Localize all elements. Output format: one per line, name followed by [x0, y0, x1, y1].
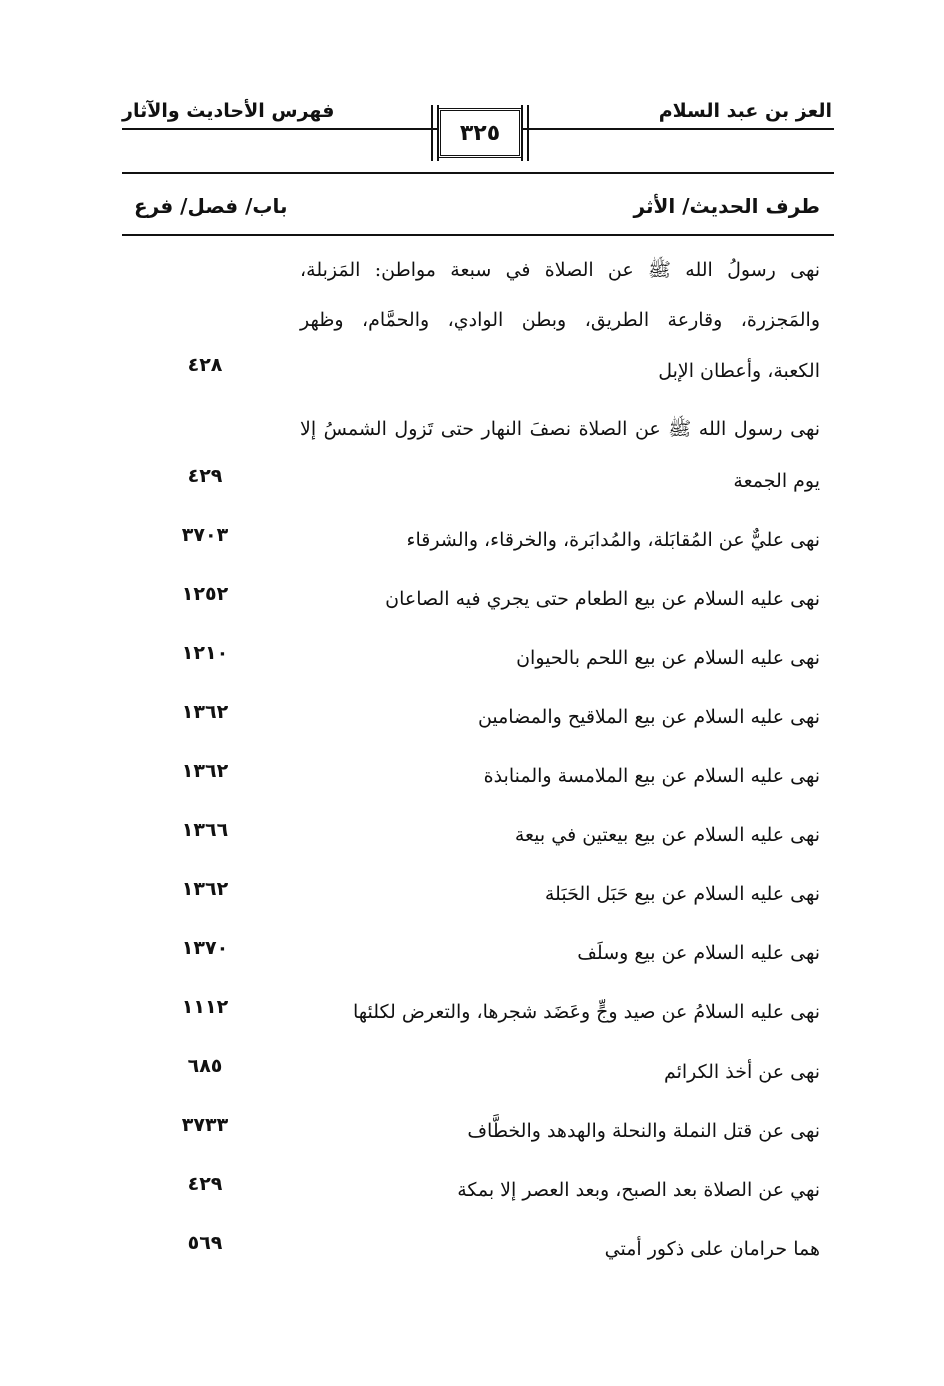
entry-line: نهى عليه السلام عن بيع الملامسة والمنابذة	[483, 765, 820, 787]
entry-line: نهى عليه السلام عن بيع الطعام حتى يجري فيه الصاعان	[385, 588, 820, 610]
entry-reference: ٤٢٩	[187, 465, 223, 487]
entry-line: نهى عليه السلام عن بيع حَبَل الحَبَلة	[544, 883, 820, 905]
column-header-rule	[122, 234, 834, 236]
entry-reference: ١٣٦٢	[181, 701, 229, 723]
entry-line: نهى عليه السلامُ عن صيد وجٍّ وعَضَد شجرها، والتعرض لكلئها	[352, 1001, 820, 1023]
entry-line: هما حرامان على ذكور أمتي	[604, 1238, 820, 1260]
entry-line: نهى عليٌّ عن المُقابَلة، والمُدابَرة، والخرقاء، والشرقاء	[406, 529, 820, 551]
entry-reference: ١٣٧٠	[181, 937, 229, 959]
entry-line: نهى عن قتل النملة والنحلة والهدهد والخطَّاف	[467, 1120, 820, 1142]
running-header-section: فهرس الأحاديث والآثار	[122, 100, 335, 122]
entry-line: نهى عليه السلام عن بيع وسلَف	[577, 942, 820, 964]
entry-line: الكعبة، وأعطان الإبل	[658, 360, 820, 382]
entry-reference: ١٣٦٦	[181, 819, 229, 841]
entry-line: نهي عن الصلاة بعد الصبح، وبعد العصر إلا بمكة	[457, 1179, 820, 1201]
entry-line: نهى عليه السلام عن بيع بيعتين في بيعة	[514, 824, 820, 846]
entry-line: نهى عليه السلام عن بيع الملاقيح والمضامين	[477, 706, 820, 728]
column-header-hadith: طرف الحديث/ الأثر	[633, 194, 820, 218]
column-header-reference: باب/ فصل/ فرع	[134, 194, 288, 218]
entry-reference: ١٣٦٢	[181, 760, 229, 782]
entry-reference: ١٢٥٢	[181, 583, 229, 605]
page-number: ٣٢٥	[459, 120, 501, 146]
entry-line: نهى عليه السلام عن بيع اللحم بالحيوان	[516, 647, 820, 669]
entry-reference: ٣٧٠٣	[181, 524, 229, 546]
entry-line: نهى عن أخذ الكرائم	[663, 1061, 820, 1083]
entry-reference: ٤٢٩	[187, 1173, 223, 1195]
header-rule-lower	[122, 172, 834, 174]
entry-reference: ١١١٢	[181, 996, 229, 1018]
entry-reference: ٥٦٩	[187, 1232, 223, 1254]
entry-reference: ١٣٦٢	[181, 878, 229, 900]
entry-reference: ٣٧٣٣	[181, 1114, 229, 1136]
entry-reference: ٦٨٥	[187, 1055, 223, 1077]
running-header-author: العز بن عبد السلام	[658, 100, 832, 122]
entry-reference: ٤٢٨	[187, 354, 223, 376]
entry-line: يوم الجمعة	[733, 470, 820, 492]
entry-line: نهى رسول الله ﷺ عن الصلاة نصفَ النهار حتى تَزول الشمسُ إلا	[300, 418, 820, 440]
entry-line: والمَجزرة، وقارعة الطريق، وبطن الوادي، والحمَّام، وظهر	[300, 309, 820, 331]
entry-reference: ١٢١٠	[181, 642, 229, 664]
page-number-box	[438, 108, 522, 158]
entry-line: نهى رسولُ الله ﷺ عن الصلاة في سبعة مواطن: المَزبلة،	[300, 259, 820, 281]
